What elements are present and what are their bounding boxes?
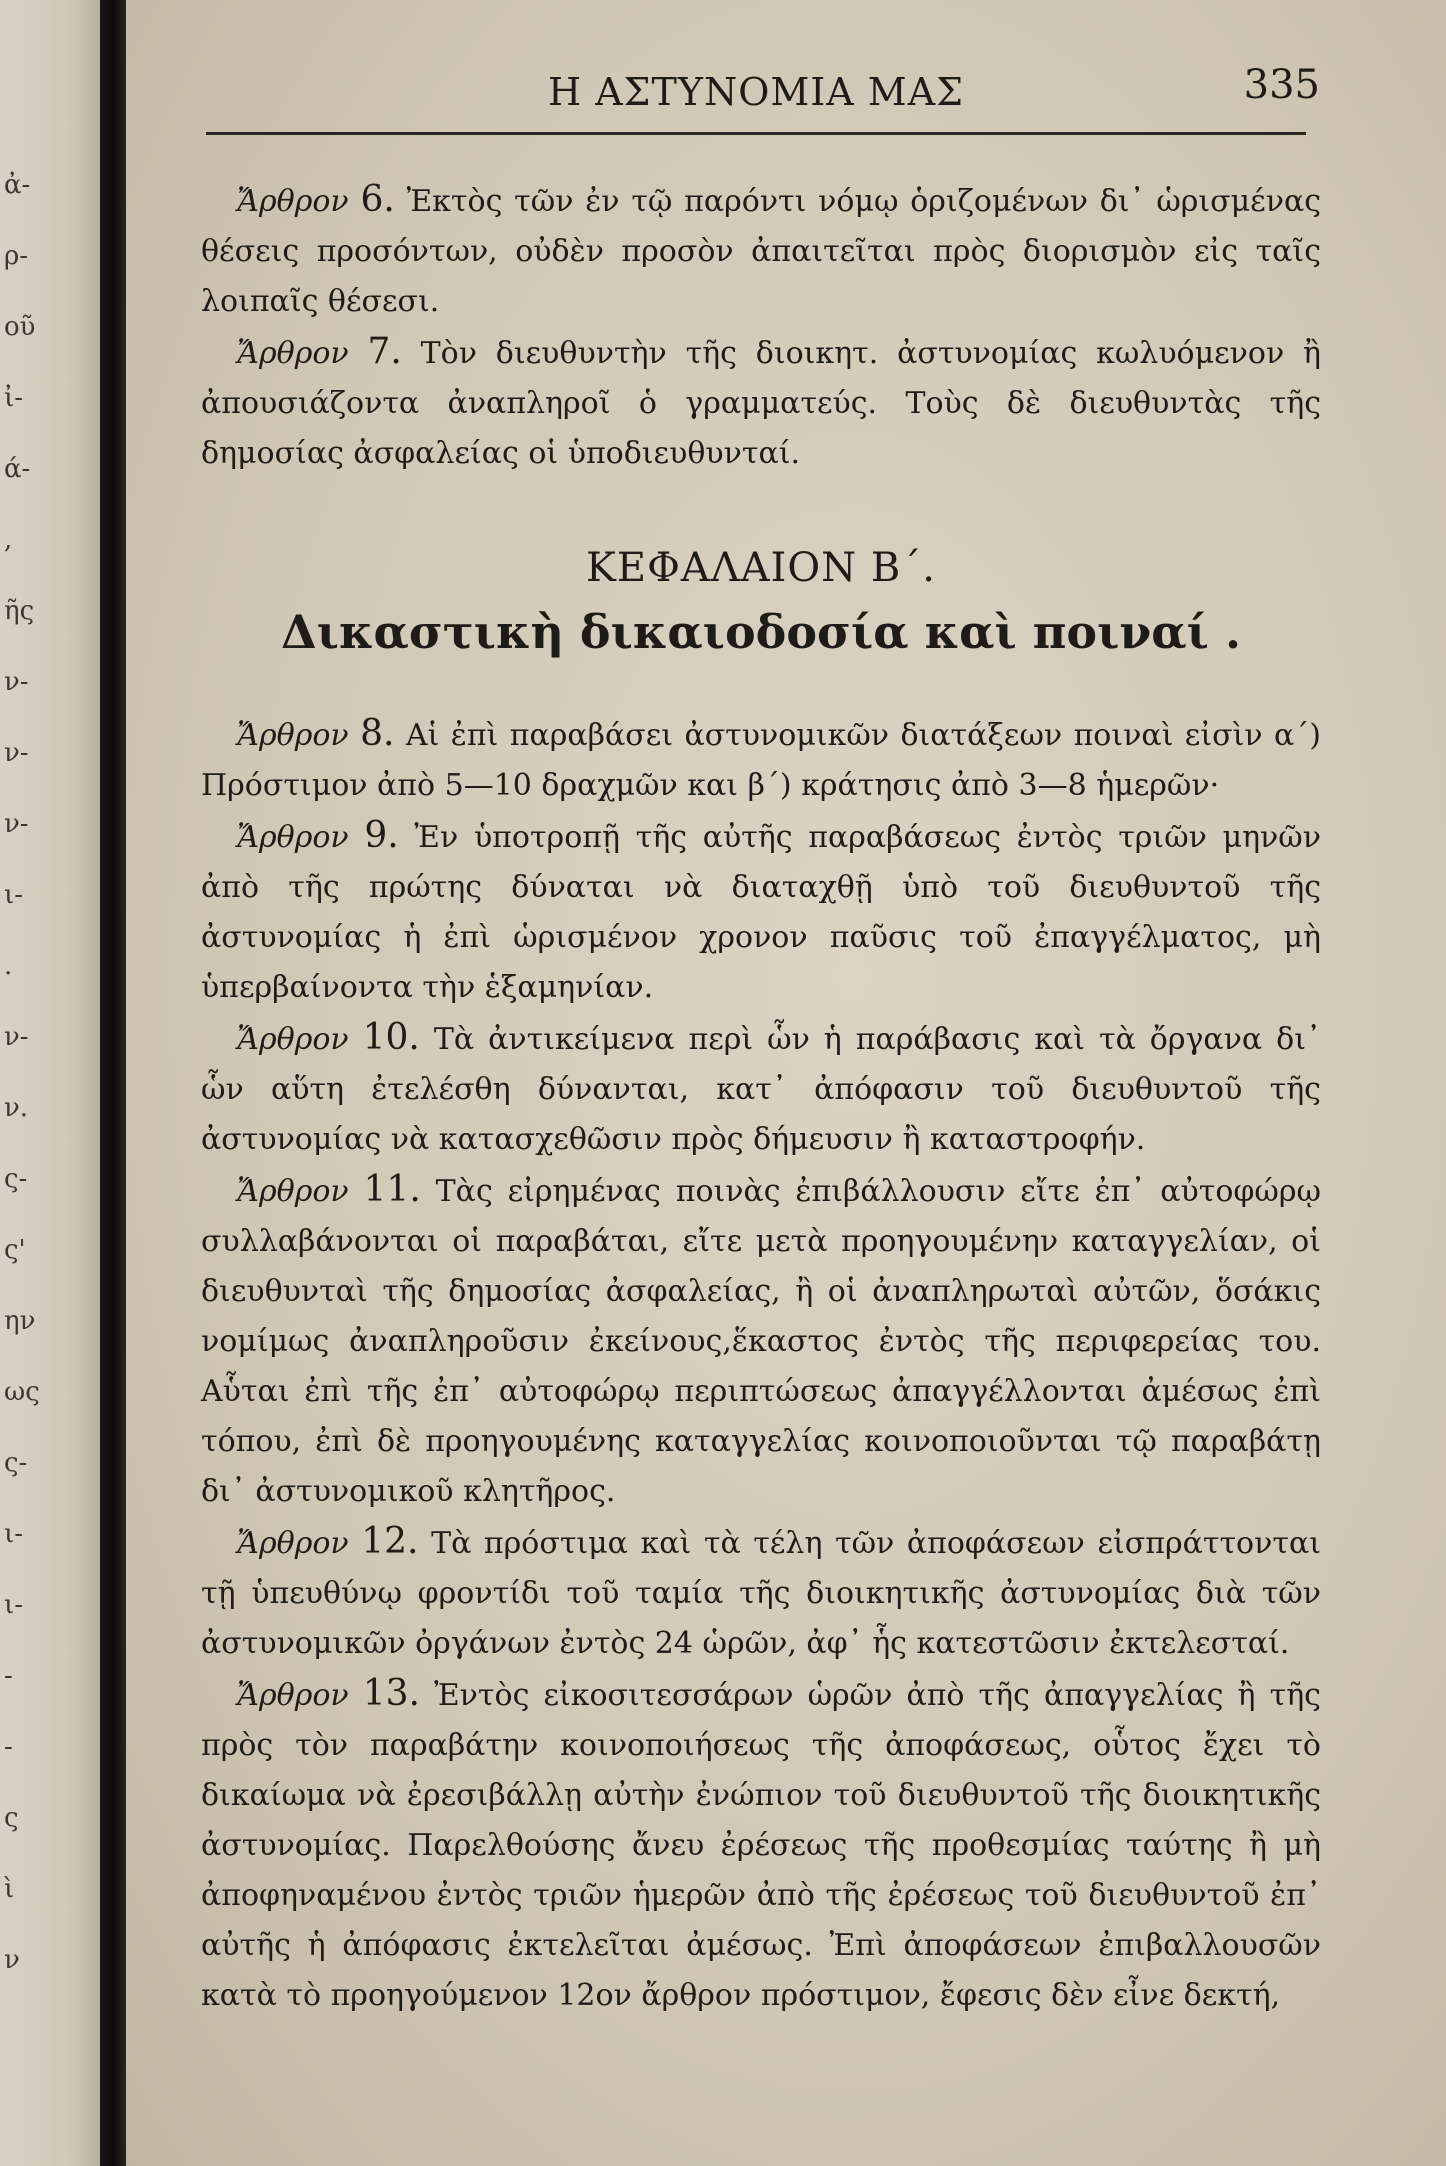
facing-page-fragment: ην: [4, 1306, 36, 1336]
book-binding-gutter: [100, 0, 126, 2166]
article-text: Τὸν διευθυντὴν τῆς διοικητ. ἀστυνομίας κωλυόμενον ἢ ἀπουσιάζοντα ἀναπληροῖ ὁ γραμματεύς. Τοὺς δὲ διευθυντὰς τῆς δημοσίας ἀσφαλείας οἱ ὑποδιευθυνταί.: [201, 336, 1321, 471]
facing-page-fragment: ς-: [4, 1448, 28, 1478]
facing-page-fragment: .: [4, 951, 13, 981]
facing-page-fragment: ι-: [4, 1519, 23, 1549]
facing-page-fragment: ῆς: [4, 596, 35, 626]
facing-page-fragment: ν-: [4, 809, 29, 839]
article-paragraph: [201, 1013, 1321, 1165]
article-number: 10.: [362, 1017, 420, 1058]
facing-page-fragment: ἰ-: [4, 383, 23, 413]
facing-page-fragment: ,: [4, 525, 13, 555]
article-label: Ἄρθρον: [237, 1678, 349, 1713]
article-label: Ἄρθρον: [237, 184, 349, 219]
article-label: Ἄρθρον: [237, 1022, 349, 1057]
article-label: Ἄρθρον: [237, 336, 349, 371]
article-number: 12.: [361, 1521, 419, 1562]
chapter-title: Δικαστικὴ δικαιοδοσία καὶ ποιναί .: [281, 605, 1241, 659]
articles-before-chapter: [201, 175, 1321, 479]
article-number: 8.: [360, 713, 395, 754]
facing-page-fragment: ν-: [4, 667, 29, 697]
facing-page-fragment: ς: [4, 1803, 19, 1833]
article-label: Ἄρθρον: [237, 820, 349, 855]
article-text: Ἐντὸς εἰκοσιτεσσάρων ὡρῶν ἀπὸ τῆς ἀπαγγελίας ἢ τῆς πρὸς τὸν παραβάτην κοινοποιήσεως τῆς ἀποφάσεως, οὗτος ἔχει τὸ δικαίωμα νὰ ἐρεσιβάλλῃ αὐτὴν ἐνώπιον τοῦ διευθυντοῦ τῆς διοικητικῆς ἀστυνομίας. Παρελθούσης ἄνευ ἐρέσεως τῆς προθεσμίας ταύτης ἢ μὴ ἀποφηναμένου ἐντὸς τριῶν ἡμερῶν ἀπὸ τῆς ἐρέσεως τοῦ διευθυντοῦ ἐπ᾽ αὐτῆς ἡ ἀπόφασις ἐκτελεῖται ἀμέσως. Ἐπὶ ἀποφάσεων ἐπιβαλλουσῶν κατὰ τὸ προηγούμενον 12ον ἄρθρον πρόστιμον, ἔφεσις δὲν εἶνε δεκτή,: [201, 1678, 1321, 2013]
facing-page-fragment: ν: [4, 1945, 20, 1975]
articles-after-chapter: [201, 709, 1321, 2021]
facing-page-fragment: -: [4, 1732, 13, 1762]
facing-page-fragment: ι-: [4, 880, 23, 910]
facing-page-fragment: -: [4, 1661, 13, 1691]
article-label: Ἄρθρον: [237, 718, 349, 753]
facing-page-fragment: οῦ: [4, 312, 36, 342]
header-rule: [206, 132, 1306, 135]
page-header: [206, 62, 1320, 132]
facing-page-fragment: ι-: [4, 1590, 23, 1620]
chapter-heading: ΚΕΦΑΛΑΙΟΝ Β΄.: [586, 545, 936, 591]
article-paragraph: [201, 1669, 1321, 2021]
facing-page-fragment: ν-: [4, 1022, 29, 1052]
article-number: 7.: [367, 331, 402, 372]
facing-page-fragment: ά-: [4, 454, 31, 484]
article-paragraph: [201, 1517, 1321, 1669]
article-text: Τὰ ἀντικείμενα περὶ ὧν ἡ παράβασις καὶ τὰ ὄργανα δι᾽ ὧν αὕτη ἐτελέσθη δύνανται, κατ᾽ ἀπόφασιν τοῦ διευθυντοῦ τῆς ἀστυνομίας νὰ κατασχεθῶσιν πρὸς δήμευσιν ἢ καταστροφήν.: [201, 1022, 1321, 1157]
article-text: Αἱ ἐπὶ παραβάσει ἀστυνομικῶν διατάξεων ποιναὶ εἰσὶν α΄) Πρόστιμον ἀπὸ 5—10 δραχμῶν και β΄) κράτησις ἀπὸ 3—8 ἡμερῶν·: [201, 718, 1321, 803]
article-paragraph: [201, 1165, 1321, 1517]
facing-page-fragment: ς': [4, 1235, 26, 1265]
running-title: Η ΑΣΤΥΝΟΜΙΑ ΜΑΣ: [547, 70, 965, 114]
facing-page-edge: [0, 0, 100, 2166]
article-label: Ἄρθρον: [237, 1174, 349, 1209]
article-paragraph: [201, 175, 1321, 327]
article-text: Ἐν ὑποτροπῇ τῆς αὐτῆς παραβάσεως ἐντὸς τριῶν μηνῶν ἀπὸ τῆς πρώτης δύναται νὰ διαταχθῇ ὑπὸ τοῦ διευθυντοῦ τῆς ἀστυνομίας ἡ ἐπὶ ὡρισμένον χρονον παῦσις τοῦ ἐπαγγέλματος, μὴ ὑπερβαίνοντα τὴν ἑξαμηνίαν.: [201, 820, 1321, 1005]
facing-page-fragment: ν.: [4, 1093, 29, 1123]
book-page: [126, 0, 1446, 2166]
article-label: Ἄρθρον: [237, 1526, 349, 1561]
article-text: Τὰ πρόστιμα καὶ τὰ τέλη τῶν ἀποφάσεων εἰσπράττονται τῇ ὑπευθύνῳ φροντίδι τοῦ ταμία τῆς διοικητικῆς ἀστυνομίας διὰ τῶν ἀστυνομικῶν ὀργάνων ἐντὸς 24 ὡρῶν, ἀφ᾽ ἧς κατεστῶσιν ἐκτελεσταί.: [201, 1526, 1321, 1661]
facing-page-fragment: ν-: [4, 738, 29, 768]
article-text: Τὰς εἰρημένας ποινὰς ἐπιβάλλουσιν εἴτε ἐπ᾽ αὐτοφώρῳ συλλαβάνονται οἱ παραβάται, εἴτε μετὰ προηγουμένην καταγγελίαν, οἱ διευθυνταὶ τῆς δημοσίας ἀσφαλείας, ἢ οἱ ἀναπληρωταὶ αὐτῶν, ὅσάκις νομίμως ἀναπληροῦσιν ἐκείνους,ἕκαστος ἐντὸς τῆς περιφερείας του. Αὗται ἐπὶ τῆς ἐπ᾽ αὐτοφώρῳ περιπτώσεως ἀπαγγέλλονται ἀμέσως ἐπὶ τόπου, ἐπὶ δὲ προηγουμένης καταγγελίας κοινοποιοῦνται τῷ παραβάτῃ δι᾽ ἀστυνομικοῦ κλητῆρος.: [201, 1174, 1321, 1509]
facing-page-fragment: ὶ: [4, 1874, 15, 1904]
page-body: [201, 175, 1321, 2021]
article-number: 9.: [364, 815, 399, 856]
facing-page-fragment: ως: [4, 1377, 40, 1407]
article-paragraph: [201, 327, 1321, 479]
facing-page-fragment: ς-: [4, 1164, 28, 1194]
article-paragraph: [201, 709, 1321, 811]
article-paragraph: [201, 811, 1321, 1013]
facing-page-fragment: ρ-: [4, 241, 29, 271]
article-number: 13.: [362, 1673, 420, 1714]
facing-page-fragment: ἀ-: [4, 170, 31, 200]
article-number: 11.: [363, 1169, 421, 1210]
page-number: 335: [1243, 62, 1320, 108]
article-number: 6.: [360, 179, 395, 220]
article-text: Ἐκτὸς τῶν ἐν τῷ παρόντι νόμῳ ὁριζομένων δι᾽ ὡρισμένας θέσεις προσόντων, οὐδὲν προσὸν ἀπαιτεῖται πρὸς διορισμὸν εἰς ταῖς λοιπαῖς θέσεσι.: [201, 184, 1322, 319]
